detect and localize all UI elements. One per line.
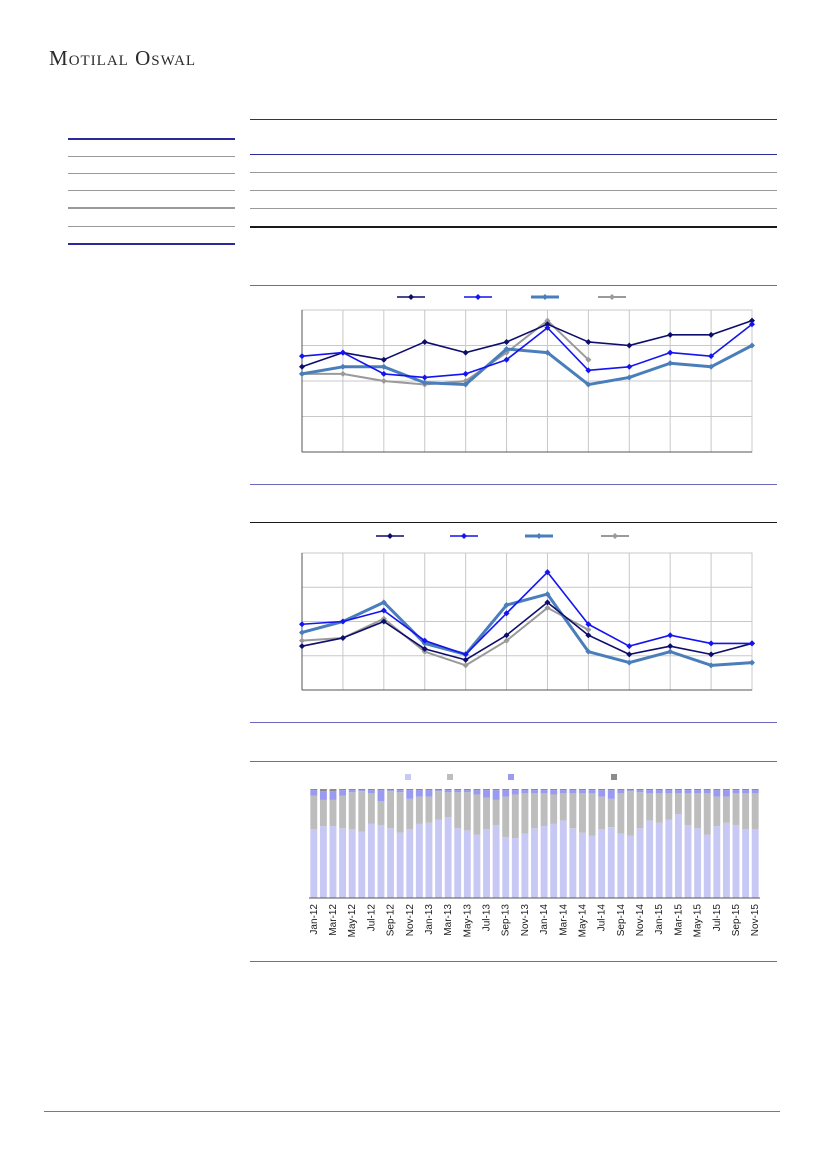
chart1-legend-marker bbox=[542, 294, 548, 300]
chart1-series-1-point bbox=[463, 350, 469, 356]
chart3-tick-label: Sep-13 bbox=[500, 904, 512, 937]
chart3-bar-segment bbox=[646, 789, 653, 790]
chart3-bar-segment bbox=[310, 789, 317, 790]
chart2-series-2-point bbox=[667, 632, 673, 638]
chart3-bar-segment bbox=[349, 792, 356, 829]
chart3-bar-segment bbox=[310, 796, 317, 830]
chart2-series-2-line bbox=[302, 572, 752, 654]
chart3-bar-segment bbox=[723, 790, 730, 797]
chart3-bar-segment bbox=[464, 792, 471, 830]
chart3-bar-segment bbox=[569, 789, 576, 790]
chart3-tick-label: Sep-12 bbox=[385, 904, 397, 937]
chart3-bar-segment bbox=[598, 790, 605, 797]
chart3-bar-segment bbox=[627, 790, 634, 791]
chart3-tick-label: Sep-15 bbox=[731, 904, 743, 937]
chart3-bar-segment bbox=[704, 789, 711, 790]
chart3-tick-label: May-13 bbox=[462, 904, 474, 938]
chart3-tick-label: May-15 bbox=[692, 904, 704, 938]
chart3-bar-segment bbox=[713, 797, 720, 826]
chart3-bar-segment bbox=[637, 789, 644, 790]
chart3-bar-segment bbox=[368, 793, 375, 824]
chart3-bar-segment bbox=[310, 829, 317, 898]
chart1-series-3-point bbox=[299, 371, 305, 377]
chart3-bar-segment bbox=[435, 820, 442, 898]
chart3-bar-segment bbox=[733, 789, 740, 790]
chart3-bar-segment bbox=[397, 833, 404, 898]
chart3-bar-segment bbox=[656, 789, 663, 790]
chart3-bar-segment bbox=[339, 828, 346, 898]
chart3-tick-label: Jul-12 bbox=[366, 904, 378, 932]
chart3-bar-segment bbox=[368, 790, 375, 793]
chart3-bar-segment bbox=[694, 789, 701, 790]
chart3-bar-segment bbox=[483, 789, 490, 790]
chart3-bar-segment bbox=[589, 836, 596, 898]
chart3-bar-segment bbox=[685, 790, 692, 793]
chart3-legend-swatch bbox=[508, 774, 514, 780]
chart3-bar-segment bbox=[627, 836, 634, 898]
chart3-tick-label: Jan-14 bbox=[539, 904, 551, 935]
chart3-legend-swatch bbox=[611, 774, 617, 780]
chart2-series-2-point bbox=[708, 640, 714, 646]
chart3-bar-segment bbox=[694, 793, 701, 828]
chart3-bar-segment bbox=[579, 790, 586, 793]
chart1-series-1-point bbox=[381, 357, 387, 363]
chart3-bar-segment bbox=[598, 789, 605, 790]
chart3-bar-segment bbox=[541, 790, 548, 793]
chart3-bar-segment bbox=[733, 825, 740, 898]
chart3-bar-segment bbox=[493, 800, 500, 825]
chart3-bar-segment bbox=[608, 827, 615, 898]
chart3-bar-segment bbox=[589, 789, 596, 790]
chart3-bar-segment bbox=[579, 833, 586, 898]
chart3-tick-label: Jul-15 bbox=[711, 904, 723, 932]
chart3-bar-segment bbox=[685, 789, 692, 790]
chart3-bar-segment bbox=[406, 789, 413, 790]
chart3-bar-segment bbox=[445, 817, 452, 898]
brand-logo: MOTILAL OSWAL bbox=[49, 46, 197, 70]
chart3-bar-segment bbox=[406, 790, 413, 799]
chart3-tick-label: Nov-13 bbox=[519, 904, 531, 937]
chart3-bar-segment bbox=[445, 790, 452, 792]
chart2-series-2-point bbox=[749, 640, 755, 646]
chart3-bar-segment bbox=[675, 789, 682, 790]
chart3-bar-segment bbox=[752, 789, 759, 790]
chart3-bar-segment bbox=[397, 789, 404, 790]
chart3-bar-segment bbox=[752, 793, 759, 829]
chart3-bar-segment bbox=[502, 797, 509, 837]
chart3-bar-segment bbox=[493, 825, 500, 898]
chart3-bar-segment bbox=[483, 798, 490, 830]
chart3-tick-label: Mar-14 bbox=[558, 904, 570, 936]
chart3-bar-segment bbox=[579, 789, 586, 790]
chart3-bar-segment bbox=[656, 793, 663, 822]
chart3-bar-segment bbox=[733, 793, 740, 825]
chart3-bar-segment bbox=[675, 793, 682, 814]
chart3-bar-segment bbox=[627, 789, 634, 790]
chart3-bar-segment bbox=[637, 828, 644, 898]
chart1-series-1-point bbox=[708, 332, 714, 338]
chart3-bar-segment bbox=[685, 825, 692, 898]
chart3-bar-segment bbox=[608, 789, 615, 790]
chart3-bar-segment bbox=[579, 793, 586, 832]
chart3-bar-segment bbox=[550, 790, 557, 794]
chart3-bar-segment bbox=[416, 797, 423, 824]
chart3-bar-segment bbox=[310, 790, 317, 795]
chart3-bar-segment bbox=[425, 789, 432, 790]
chart3-bar-segment bbox=[454, 828, 461, 898]
chart3-bar-segment bbox=[425, 790, 432, 797]
chart3-bar-segment bbox=[445, 792, 452, 817]
chart1-series-4-point bbox=[381, 378, 387, 384]
chart3-bar-segment bbox=[521, 790, 528, 793]
chart3-bar-segment bbox=[416, 790, 423, 797]
chart3-bar-segment bbox=[349, 790, 356, 792]
chart3-bar-segment bbox=[713, 826, 720, 898]
chart2-legend-marker bbox=[612, 533, 618, 539]
chart3-bar-segment bbox=[406, 799, 413, 830]
chart3-bar-segment bbox=[656, 823, 663, 898]
chart3-bar-segment bbox=[454, 792, 461, 828]
chart3-bar-segment bbox=[349, 829, 356, 898]
chart3-tick-label: Nov-12 bbox=[404, 904, 416, 937]
chart3-bar-segment bbox=[646, 793, 653, 820]
chart2-series-3-point bbox=[749, 660, 755, 666]
chart2-series-1-point bbox=[708, 651, 714, 657]
chart3-bar-segment bbox=[637, 792, 644, 828]
chart3-bar-segment bbox=[617, 793, 624, 833]
chart3-bar-segment bbox=[675, 814, 682, 898]
chart3-bar-segment bbox=[742, 793, 749, 829]
chart3-bar-segment bbox=[560, 790, 567, 793]
chart3-bar-segment bbox=[358, 790, 365, 791]
chart3-bar-segment bbox=[531, 789, 538, 790]
chart3-bar-segment bbox=[512, 789, 519, 790]
chart3-bar-segment bbox=[349, 789, 356, 790]
chart3-bar-segment bbox=[704, 835, 711, 898]
chart3-bar-segment bbox=[483, 829, 490, 898]
chart3-bar-segment bbox=[685, 793, 692, 825]
chart3-bar-segment bbox=[521, 789, 528, 790]
chart3-bar-segment bbox=[713, 790, 720, 797]
chart3-bar-segment bbox=[330, 826, 337, 898]
chart3-bar-segment bbox=[454, 790, 461, 792]
chart3-bar-segment bbox=[560, 793, 567, 820]
chart3-bar-segment bbox=[435, 789, 442, 790]
chart3-bar-segment bbox=[521, 793, 528, 833]
chart3-bar-segment bbox=[416, 824, 423, 898]
chart1-legend-marker bbox=[475, 294, 481, 300]
chart1-series-2-point bbox=[340, 350, 346, 356]
chart3-bar-segment bbox=[512, 838, 519, 898]
chart1-series-1-point bbox=[504, 339, 510, 345]
chart3-tick-label: Nov-15 bbox=[750, 904, 762, 937]
chart3-bar-segment bbox=[512, 794, 519, 838]
chart3-bar-segment bbox=[617, 790, 624, 793]
chart3-bar-segment bbox=[742, 829, 749, 898]
chart3-bar-segment bbox=[378, 801, 385, 825]
chart1-series-2-point bbox=[626, 364, 632, 370]
chart3-bar-segment bbox=[464, 789, 471, 790]
chart3-bar-segment bbox=[330, 800, 337, 826]
chart3-bar-segment bbox=[368, 789, 375, 790]
chart3-bar-segment bbox=[493, 789, 500, 790]
chart3-bar-segment bbox=[339, 789, 346, 790]
chart3-bar-segment bbox=[531, 828, 538, 898]
chart3-bar-segment bbox=[656, 790, 663, 793]
chart3-bar-segment bbox=[464, 830, 471, 898]
chart3-bar-segment bbox=[541, 793, 548, 826]
chart3-bar-segment bbox=[387, 790, 394, 791]
chart3-bar-segment bbox=[483, 790, 490, 798]
chart3-bar-segment bbox=[531, 793, 538, 828]
chart3-bar-segment bbox=[627, 791, 634, 836]
chart3-bar-segment bbox=[330, 789, 337, 791]
chart2-series-3-line bbox=[302, 594, 752, 665]
chart3-bar-segment bbox=[704, 793, 711, 834]
chart3-bar-segment bbox=[752, 829, 759, 898]
chart3-bar-segment bbox=[387, 789, 394, 790]
chart3-bar-segment bbox=[473, 794, 480, 834]
chart3-bar-segment bbox=[560, 789, 567, 790]
chart3-bar-segment bbox=[665, 820, 672, 898]
chart2-legend-marker bbox=[461, 533, 467, 539]
chart1-series-2-point bbox=[381, 371, 387, 377]
chart1-series-1-point bbox=[422, 339, 428, 345]
chart3-bar-segment bbox=[589, 790, 596, 793]
chart3-legend-swatch bbox=[405, 774, 411, 780]
chart3-bar-segment bbox=[550, 824, 557, 898]
chart3-bar-segment bbox=[387, 828, 394, 898]
chart3-bar-segment bbox=[320, 800, 327, 826]
chart1-series-2-point bbox=[463, 371, 469, 377]
chart3-bar-segment bbox=[406, 829, 413, 898]
chart3-bar-segment bbox=[550, 794, 557, 823]
chart3-tick-label: Sep-14 bbox=[615, 904, 627, 937]
chart3-bar-segment bbox=[358, 789, 365, 790]
chart3-tick-label: Jan-13 bbox=[423, 904, 435, 935]
chart3-bar-segment bbox=[723, 797, 730, 823]
chart3-bar-segment bbox=[368, 824, 375, 898]
chart3-bar-segment bbox=[665, 793, 672, 819]
chart1-series-1-point bbox=[585, 339, 591, 345]
chart3-bar-segment bbox=[723, 789, 730, 790]
chart1-series-1-point bbox=[626, 343, 632, 349]
chart2-series-4-point bbox=[299, 638, 305, 644]
chart2-series-1-point bbox=[340, 635, 346, 641]
chart3-bar-segment bbox=[569, 793, 576, 828]
chart3-tick-label: May-14 bbox=[577, 904, 589, 938]
chart3-bar-segment bbox=[454, 789, 461, 790]
chart3-bar-segment bbox=[675, 790, 682, 793]
chart3-bar-segment bbox=[493, 790, 500, 800]
chart3-bar-segment bbox=[339, 790, 346, 795]
chart3-bar-segment bbox=[646, 790, 653, 793]
chart3-bar-segment bbox=[569, 828, 576, 898]
chart3-bar-segment bbox=[742, 789, 749, 790]
chart3-bar-segment bbox=[550, 789, 557, 790]
chart3-bar-segment bbox=[473, 835, 480, 898]
chart3-bar-segment bbox=[521, 834, 528, 898]
chart3-bar-segment bbox=[320, 791, 327, 800]
chart3-bar-segment bbox=[742, 790, 749, 793]
chart1-series-4-point bbox=[340, 371, 346, 377]
chart3-tick-label: Mar-12 bbox=[327, 904, 339, 936]
chart3-bar-segment bbox=[320, 826, 327, 898]
chart3-bar-segment bbox=[339, 796, 346, 829]
chart3-bar-segment bbox=[473, 789, 480, 790]
chart3-bar-segment bbox=[617, 789, 624, 790]
chart3-bar-segment bbox=[330, 791, 337, 800]
footer-rule bbox=[44, 1111, 780, 1112]
chart3-bar-segment bbox=[608, 790, 615, 799]
chart3-bar-segment bbox=[397, 790, 404, 792]
chart3-bar-segment bbox=[425, 797, 432, 823]
chart3-tick-label: Jul-13 bbox=[481, 904, 493, 932]
chart3-bar-segment bbox=[435, 791, 442, 819]
chart3-bar-segment bbox=[752, 790, 759, 793]
chart3-bar-segment bbox=[665, 789, 672, 790]
chart3-bar-segment bbox=[425, 823, 432, 898]
chart3-bar-segment bbox=[378, 790, 385, 801]
chart3-legend-swatch bbox=[447, 774, 453, 780]
chart2-series-1-point bbox=[667, 643, 673, 649]
chart3-bar-segment bbox=[320, 789, 327, 791]
chart3-bar-segment bbox=[541, 826, 548, 898]
chart3-bar-segment bbox=[704, 790, 711, 793]
chart1-legend-marker bbox=[408, 294, 414, 300]
chart3-tick-label: Jan-15 bbox=[654, 904, 666, 935]
chart3-bar-segment bbox=[541, 789, 548, 790]
chart3-bar-segment bbox=[694, 790, 701, 793]
chart3-bar-segment bbox=[445, 789, 452, 790]
chart1-series-3-point bbox=[340, 364, 346, 370]
chart3-bar-segment bbox=[598, 797, 605, 830]
chart3-bar-segment bbox=[723, 823, 730, 898]
chart3-bar-segment bbox=[435, 790, 442, 791]
chart3-bar-segment bbox=[502, 790, 509, 797]
chart3-bar-segment bbox=[358, 832, 365, 898]
chart3-bar-segment bbox=[416, 789, 423, 790]
chart2-series-2-point bbox=[626, 643, 632, 649]
chart3-bar-segment bbox=[637, 790, 644, 792]
chart3-tick-label: Jan-12 bbox=[308, 904, 320, 935]
chart3-bar-segment bbox=[502, 837, 509, 898]
chart3-bar-segment bbox=[464, 790, 471, 792]
chart2-legend-marker bbox=[536, 533, 542, 539]
chart3-bar-segment bbox=[502, 789, 509, 790]
chart3-bar-segment bbox=[531, 790, 538, 793]
chart2-series-1-line bbox=[302, 602, 752, 660]
chart1-series-2-point bbox=[422, 374, 428, 380]
chart3-tick-label: Mar-13 bbox=[443, 904, 455, 936]
chart3-bar-segment bbox=[713, 789, 720, 790]
chart1-series-1-point bbox=[667, 332, 673, 338]
chart3-bar-segment bbox=[378, 825, 385, 898]
chart3-bar-segment bbox=[378, 789, 385, 790]
chart3-bar-segment bbox=[560, 821, 567, 898]
chart3-bar-segment bbox=[358, 791, 365, 831]
chart3-bar-segment bbox=[589, 793, 596, 836]
chart3-bar-segment bbox=[569, 790, 576, 793]
chart1-legend-marker bbox=[609, 294, 615, 300]
chart3-tick-label: Mar-15 bbox=[673, 904, 685, 936]
chart2-series-1-point bbox=[626, 651, 632, 657]
chart3-bar-segment bbox=[733, 790, 740, 793]
chart3-bar-segment bbox=[617, 834, 624, 898]
chart3-tick-label: Nov-14 bbox=[635, 904, 647, 937]
chart3-tick-label: Jul-14 bbox=[596, 904, 608, 932]
chart3-bar-segment bbox=[512, 790, 519, 794]
chart3-bar-segment bbox=[608, 799, 615, 827]
chart3-bar-segment bbox=[694, 828, 701, 898]
chart1-series-1-point bbox=[299, 364, 305, 370]
chart3-bar-segment bbox=[598, 829, 605, 898]
chart3-bar-segment bbox=[387, 791, 394, 828]
chart1-series-2-point bbox=[667, 350, 673, 356]
chart3-bar-segment bbox=[473, 790, 480, 794]
chart3-bar-segment bbox=[397, 792, 404, 832]
chart3-bar-segment bbox=[665, 790, 672, 793]
chart2-series-2-point bbox=[299, 621, 305, 627]
chart2-legend-marker bbox=[387, 533, 393, 539]
chart2-series-1-point bbox=[299, 643, 305, 649]
chart3-bar-segment bbox=[646, 821, 653, 898]
chart3-tick-label: May-12 bbox=[347, 904, 359, 938]
chart1-series-2-point bbox=[299, 353, 305, 359]
